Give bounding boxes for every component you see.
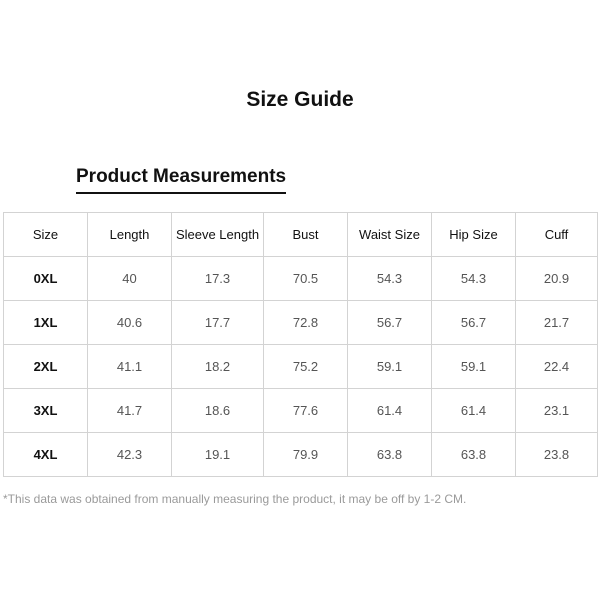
- bust-cell: 79.9: [264, 433, 348, 477]
- bust-cell: 70.5: [264, 257, 348, 301]
- table-header-row: [4, 213, 598, 257]
- waist-size-cell: 56.7: [348, 301, 432, 345]
- table-row: [4, 433, 598, 477]
- hip-size-cell: 54.3: [432, 257, 516, 301]
- size-cell: 1XL: [4, 301, 88, 345]
- waist-size-cell: 63.8: [348, 433, 432, 477]
- table-row: [4, 389, 598, 433]
- bust-cell: 75.2: [264, 345, 348, 389]
- sleeve-length-cell: 19.1: [172, 433, 264, 477]
- page-title: Size Guide: [246, 88, 354, 111]
- header-waist-size: Waist Size: [348, 213, 432, 257]
- hip-size-cell: 63.8: [432, 433, 516, 477]
- sleeve-length-cell: 17.7: [172, 301, 264, 345]
- length-cell: 40.6: [88, 301, 172, 345]
- size-cell: 3XL: [4, 389, 88, 433]
- size-cell: 4XL: [4, 433, 88, 477]
- cuff-cell: 20.9: [516, 257, 598, 301]
- length-cell: 41.7: [88, 389, 172, 433]
- length-cell: 40: [88, 257, 172, 301]
- cuff-cell: 22.4: [516, 345, 598, 389]
- sleeve-length-cell: 17.3: [172, 257, 264, 301]
- section-title: Product Measurements: [76, 166, 286, 194]
- cuff-cell: 21.7: [516, 301, 598, 345]
- waist-size-cell: 54.3: [348, 257, 432, 301]
- bust-cell: 72.8: [264, 301, 348, 345]
- header-size: Size: [4, 213, 88, 257]
- table-row: [4, 301, 598, 345]
- table-row: [4, 257, 598, 301]
- size-cell: 0XL: [4, 257, 88, 301]
- waist-size-cell: 59.1: [348, 345, 432, 389]
- sleeve-length-cell: 18.2: [172, 345, 264, 389]
- hip-size-cell: 56.7: [432, 301, 516, 345]
- header-cuff: Cuff: [516, 213, 598, 257]
- waist-size-cell: 61.4: [348, 389, 432, 433]
- bust-cell: 77.6: [264, 389, 348, 433]
- table-row: [4, 345, 598, 389]
- cuff-cell: 23.1: [516, 389, 598, 433]
- hip-size-cell: 61.4: [432, 389, 516, 433]
- sleeve-length-cell: 18.6: [172, 389, 264, 433]
- header-length: Length: [88, 213, 172, 257]
- header-hip-size: Hip Size: [432, 213, 516, 257]
- length-cell: 42.3: [88, 433, 172, 477]
- header-bust: Bust: [264, 213, 348, 257]
- hip-size-cell: 59.1: [432, 345, 516, 389]
- cuff-cell: 23.8: [516, 433, 598, 477]
- length-cell: 41.1: [88, 345, 172, 389]
- size-table: [3, 212, 598, 477]
- measurement-note: *This data was obtained from manually measuring the product, it may be off by 1-2 CM.: [3, 492, 467, 506]
- size-cell: 2XL: [4, 345, 88, 389]
- header-sleeve-length: Sleeve Length: [172, 213, 264, 257]
